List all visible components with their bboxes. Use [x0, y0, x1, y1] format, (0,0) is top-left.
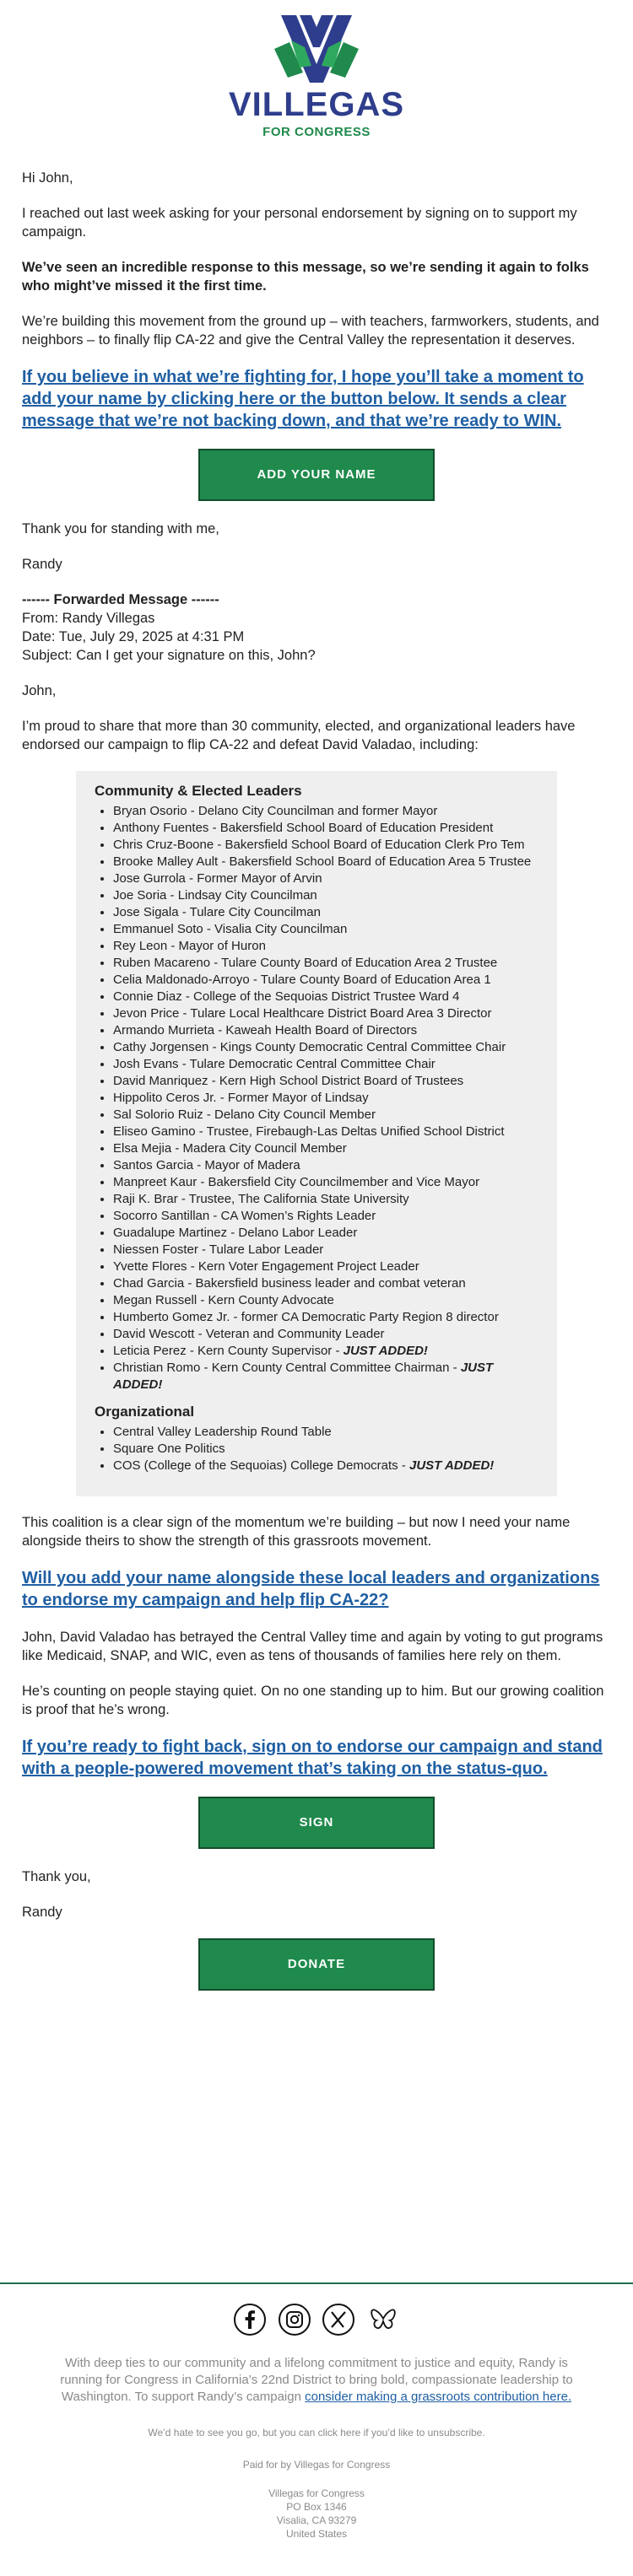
endorsement-text: Megan Russell - Kern County Advocate	[113, 1293, 334, 1307]
signature-1: Randy	[22, 557, 62, 572]
paid-for-text: Paid for by Villegas for Congress	[242, 2459, 391, 2471]
just-added-tag: JUST ADDED!	[113, 1361, 494, 1392]
endorsement-text: Josh Evans - Tulare Democratic Central Committee Chair	[113, 1057, 436, 1071]
endorsement-text: Humberto Gomez Jr. - former CA Democratic Party Region 8 director	[113, 1310, 499, 1324]
endorsement-item	[113, 1424, 538, 1441]
just-added-tag: JUST ADDED!	[343, 1344, 428, 1358]
endorsement-text: Raji K. Brar - Trustee, The California State University	[113, 1192, 409, 1206]
contribution-link[interactable]: consider making a grassroots contribution here.	[305, 2390, 572, 2404]
endorsement-item	[113, 938, 538, 955]
address-line-3: Visalia, CA 93279	[276, 2514, 357, 2526]
forwarded-date: Date: Tue, July 29, 2025 at 4:31 PM	[22, 629, 245, 644]
signature-2: Randy	[22, 1905, 62, 1920]
paragraph-6: John, David Valadao has betrayed the Central Valley time and again by voting to gut programs like Medicaid, SNAP, and WIC, even as tens of thousands of families here rely on them.	[22, 1630, 603, 1663]
endorsement-item	[113, 1056, 538, 1073]
forwarded-title: ------ Forwarded Message ------	[22, 592, 219, 607]
greeting-2: John,	[22, 683, 57, 698]
endorsement-item	[113, 1292, 538, 1309]
endorsement-text: Sal Solorio Ruiz - Delano City Council Member	[113, 1107, 376, 1122]
endorsement-text: Christian Romo - Kern County Central Committee Chairman -	[113, 1361, 461, 1375]
endorsement-item	[113, 1073, 538, 1090]
community-list	[95, 803, 538, 1393]
endorsement-item	[113, 921, 538, 938]
endorsement-item	[113, 1124, 538, 1140]
footer-blurb	[51, 2355, 582, 2406]
endorsement-item	[113, 904, 538, 921]
endorsement-text: Rey Leon - Mayor of Huron	[113, 939, 266, 953]
endorsement-text: David Wescott - Veteran and Community Leader	[113, 1327, 385, 1341]
endorsement-text: Central Valley Leadership Round Table	[113, 1425, 332, 1439]
paragraph-2: We’ve seen an incredible response to this message, so we’re sending it again to folks who might’ve missed it the first time.	[22, 260, 589, 294]
endorsement-item	[113, 1208, 538, 1225]
endorsement-text: Cathy Jorgensen - Kings County Democratic Central Committee Chair	[113, 1040, 506, 1054]
endorsement-item	[113, 1225, 538, 1242]
paragraph-4: I’m proud to share that more than 30 community, elected, and organizational leaders have endorsed our campaign to flip CA-22 and defeat David Valadao, including:	[22, 719, 576, 752]
endorsement-item	[113, 1107, 538, 1124]
endorse-link-2[interactable]: Will you add your name alongside these local leaders and organizations to endorse my campaign and help flip CA-22?	[22, 1569, 600, 1609]
endorsement-text: Chris Cruz-Boone - Bakersfield School Board of Education Clerk Pro Tem	[113, 838, 525, 852]
endorsement-item	[113, 1275, 538, 1292]
donate-button[interactable]: DONATE	[198, 1938, 435, 1991]
endorsement-item	[113, 1140, 538, 1157]
endorsement-item	[113, 803, 538, 820]
endorsement-text: Santos Garcia - Mayor of Madera	[113, 1158, 300, 1172]
forwarded-header	[22, 590, 611, 665]
endorsement-item	[113, 1005, 538, 1022]
add-your-name-button[interactable]: ADD YOUR NAME	[198, 449, 435, 501]
endorsement-item	[113, 989, 538, 1005]
endorsement-text: Connie Diaz - College of the Sequoias District Trustee Ward 4	[113, 989, 460, 1004]
endorsement-item	[113, 1022, 538, 1039]
social-links	[0, 2303, 633, 2340]
endorse-link-1[interactable]: If you believe in what we’re fighting for, I hope you’ll take a moment to add your name by clicking here or the button below. It sends a clear message that we’re not backing down, and that we’re ready to WIN.	[22, 368, 584, 430]
endorsement-item	[113, 1343, 538, 1360]
endorsement-item	[113, 837, 538, 854]
endorsement-item	[113, 1360, 538, 1393]
footer-blurb-text: With deep ties to our community and a lifelong commitment to justice and equity, Randy is running for Congress in California’s 22nd District to bring bold, compassionate leadership to Washington. To support Randy’s campaign	[60, 2356, 573, 2404]
endorsement-text: COS (College of the Sequoias) College Democrats -	[113, 1458, 409, 1473]
endorsement-item	[113, 820, 538, 837]
endorsement-item	[113, 972, 538, 989]
endorsement-text: Jose Gurrola - Former Mayor of Arvin	[113, 871, 322, 886]
endorsement-item	[113, 854, 538, 870]
footer-divider	[0, 2282, 633, 2284]
campaign-logo[interactable]	[0, 15, 633, 142]
endorsement-item	[113, 1157, 538, 1174]
endorse-link-3[interactable]: If you’re ready to fight back, sign on to endorse our campaign and stand with a people-powered movement that’s taking on the status-quo.	[22, 1738, 603, 1778]
unsubscribe-text[interactable]: We’d hate to see you go, but you can click here if you’d like to unsubscribe.	[148, 2427, 485, 2439]
endorsement-text: Emmanuel Soto - Visalia City Councilman	[113, 922, 348, 936]
endorsement-text: Niessen Foster - Tulare Labor Leader	[113, 1242, 324, 1257]
logo-v-mark-icon	[274, 15, 359, 83]
endorsement-text: Anthony Fuentes - Bakersfield School Board of Education President	[113, 821, 494, 835]
endorsement-text: Hippolito Ceros Jr. - Former Mayor of Lindsay	[113, 1091, 369, 1105]
endorsement-item	[113, 887, 538, 904]
endorsement-item	[113, 1039, 538, 1056]
endorsement-item	[113, 1258, 538, 1275]
paragraph-5: This coalition is a clear sign of the momentum we’re building – but now I need your name alongside theirs to show the strength of this grassroots movement.	[22, 1515, 571, 1549]
bluesky-icon[interactable]	[366, 2303, 400, 2336]
instagram-icon[interactable]	[278, 2303, 311, 2336]
paragraph-3: We’re building this movement from the ground up – with teachers, farmworkers, students, and neighbors – to finally flip CA-22 and give the Central Valley the representation it deserves.	[22, 314, 599, 348]
email-content	[22, 169, 611, 2009]
just-added-tag: JUST ADDED!	[409, 1458, 495, 1473]
endorsement-text: Elsa Mejia - Madera City Council Member	[113, 1141, 347, 1156]
greeting: Hi John,	[22, 170, 73, 186]
endorsement-item	[113, 1090, 538, 1107]
endorsement-text: Chad Garcia - Bakersfield business leader and combat veteran	[113, 1276, 466, 1291]
endorsement-text: Eliseo Gamino - Trustee, Firebaugh-Las Deltas Unified School District	[113, 1124, 505, 1139]
endorsement-item	[113, 870, 538, 887]
thanks-line-1: Thank you for standing with me,	[22, 521, 219, 536]
endorsement-item	[113, 955, 538, 972]
org-heading: Organizational	[95, 1404, 195, 1420]
endorsement-item	[113, 1326, 538, 1343]
forwarded-subject: Subject: Can I get your signature on this, John?	[22, 648, 316, 663]
thanks-line-2: Thank you,	[22, 1869, 91, 1884]
endorsement-text: Jevon Price - Tulare Local Healthcare District Board Area 3 Director	[113, 1006, 492, 1021]
endorsement-item	[113, 1441, 538, 1458]
endorsement-text: Ruben Macareno - Tulare County Board of Education Area 2 Trustee	[113, 956, 498, 970]
address-line-1: Villegas for Congress	[268, 2487, 365, 2499]
endorsement-text: Brooke Malley Ault - Bakersfield School Board of Education Area 5 Trustee	[113, 854, 532, 869]
org-list	[95, 1424, 538, 1474]
endorsement-text: Yvette Flores - Kern Voter Engagement Project Leader	[113, 1259, 419, 1274]
logo-name: VILLEGAS	[228, 86, 405, 123]
endorsement-text: Leticia Perez - Kern County Supervisor -	[113, 1344, 344, 1358]
address-line-4: United States	[285, 2528, 348, 2540]
endorsement-text: Square One Politics	[113, 1442, 225, 1456]
endorsements-box	[76, 771, 557, 1496]
sign-button[interactable]: SIGN	[198, 1797, 435, 1849]
forwarded-from: From: Randy Villegas	[22, 611, 155, 626]
endorsement-text: Armando Murrieta - Kaweah Health Board of Directors	[113, 1023, 418, 1037]
endorsement-item	[113, 1309, 538, 1326]
facebook-icon[interactable]	[233, 2303, 267, 2336]
endorsement-item	[113, 1242, 538, 1258]
endorsement-text: Joe Soria - Lindsay City Councilman	[113, 888, 317, 903]
address-line-2: PO Box 1346	[286, 2501, 347, 2513]
logo-subtitle: FOR CONGRESS	[262, 125, 371, 139]
endorsement-text: Manpreet Kaur - Bakersfield City Councilmember and Vice Mayor	[113, 1175, 480, 1189]
endorsement-text: Bryan Osorio - Delano City Councilman and former Mayor	[113, 804, 438, 818]
endorsement-text: Socorro Santillan - CA Women’s Rights Leader	[113, 1209, 376, 1223]
community-heading: Community & Elected Leaders	[95, 783, 302, 799]
paragraph-1: I reached out last week asking for your personal endorsement by signing on to support my campaign.	[22, 206, 577, 240]
paragraph-7: He’s counting on people staying quiet. On no one standing up to him. But our growing coalition is proof that he’s wrong.	[22, 1684, 604, 1717]
x-icon[interactable]	[322, 2303, 355, 2336]
endorsement-text: Celia Maldonado-Arroyo - Tulare County Board of Education Area 1	[113, 973, 491, 987]
endorsement-item	[113, 1174, 538, 1191]
endorsement-text: Guadalupe Martinez - Delano Labor Leader	[113, 1226, 358, 1240]
endorsement-item	[113, 1191, 538, 1208]
endorsement-text: Jose Sigala - Tulare City Councilman	[113, 905, 321, 919]
endorsement-item	[113, 1458, 538, 1474]
endorsement-text: David Manriquez - Kern High School District Board of Trustees	[113, 1074, 464, 1088]
email-footer	[0, 2282, 633, 2541]
